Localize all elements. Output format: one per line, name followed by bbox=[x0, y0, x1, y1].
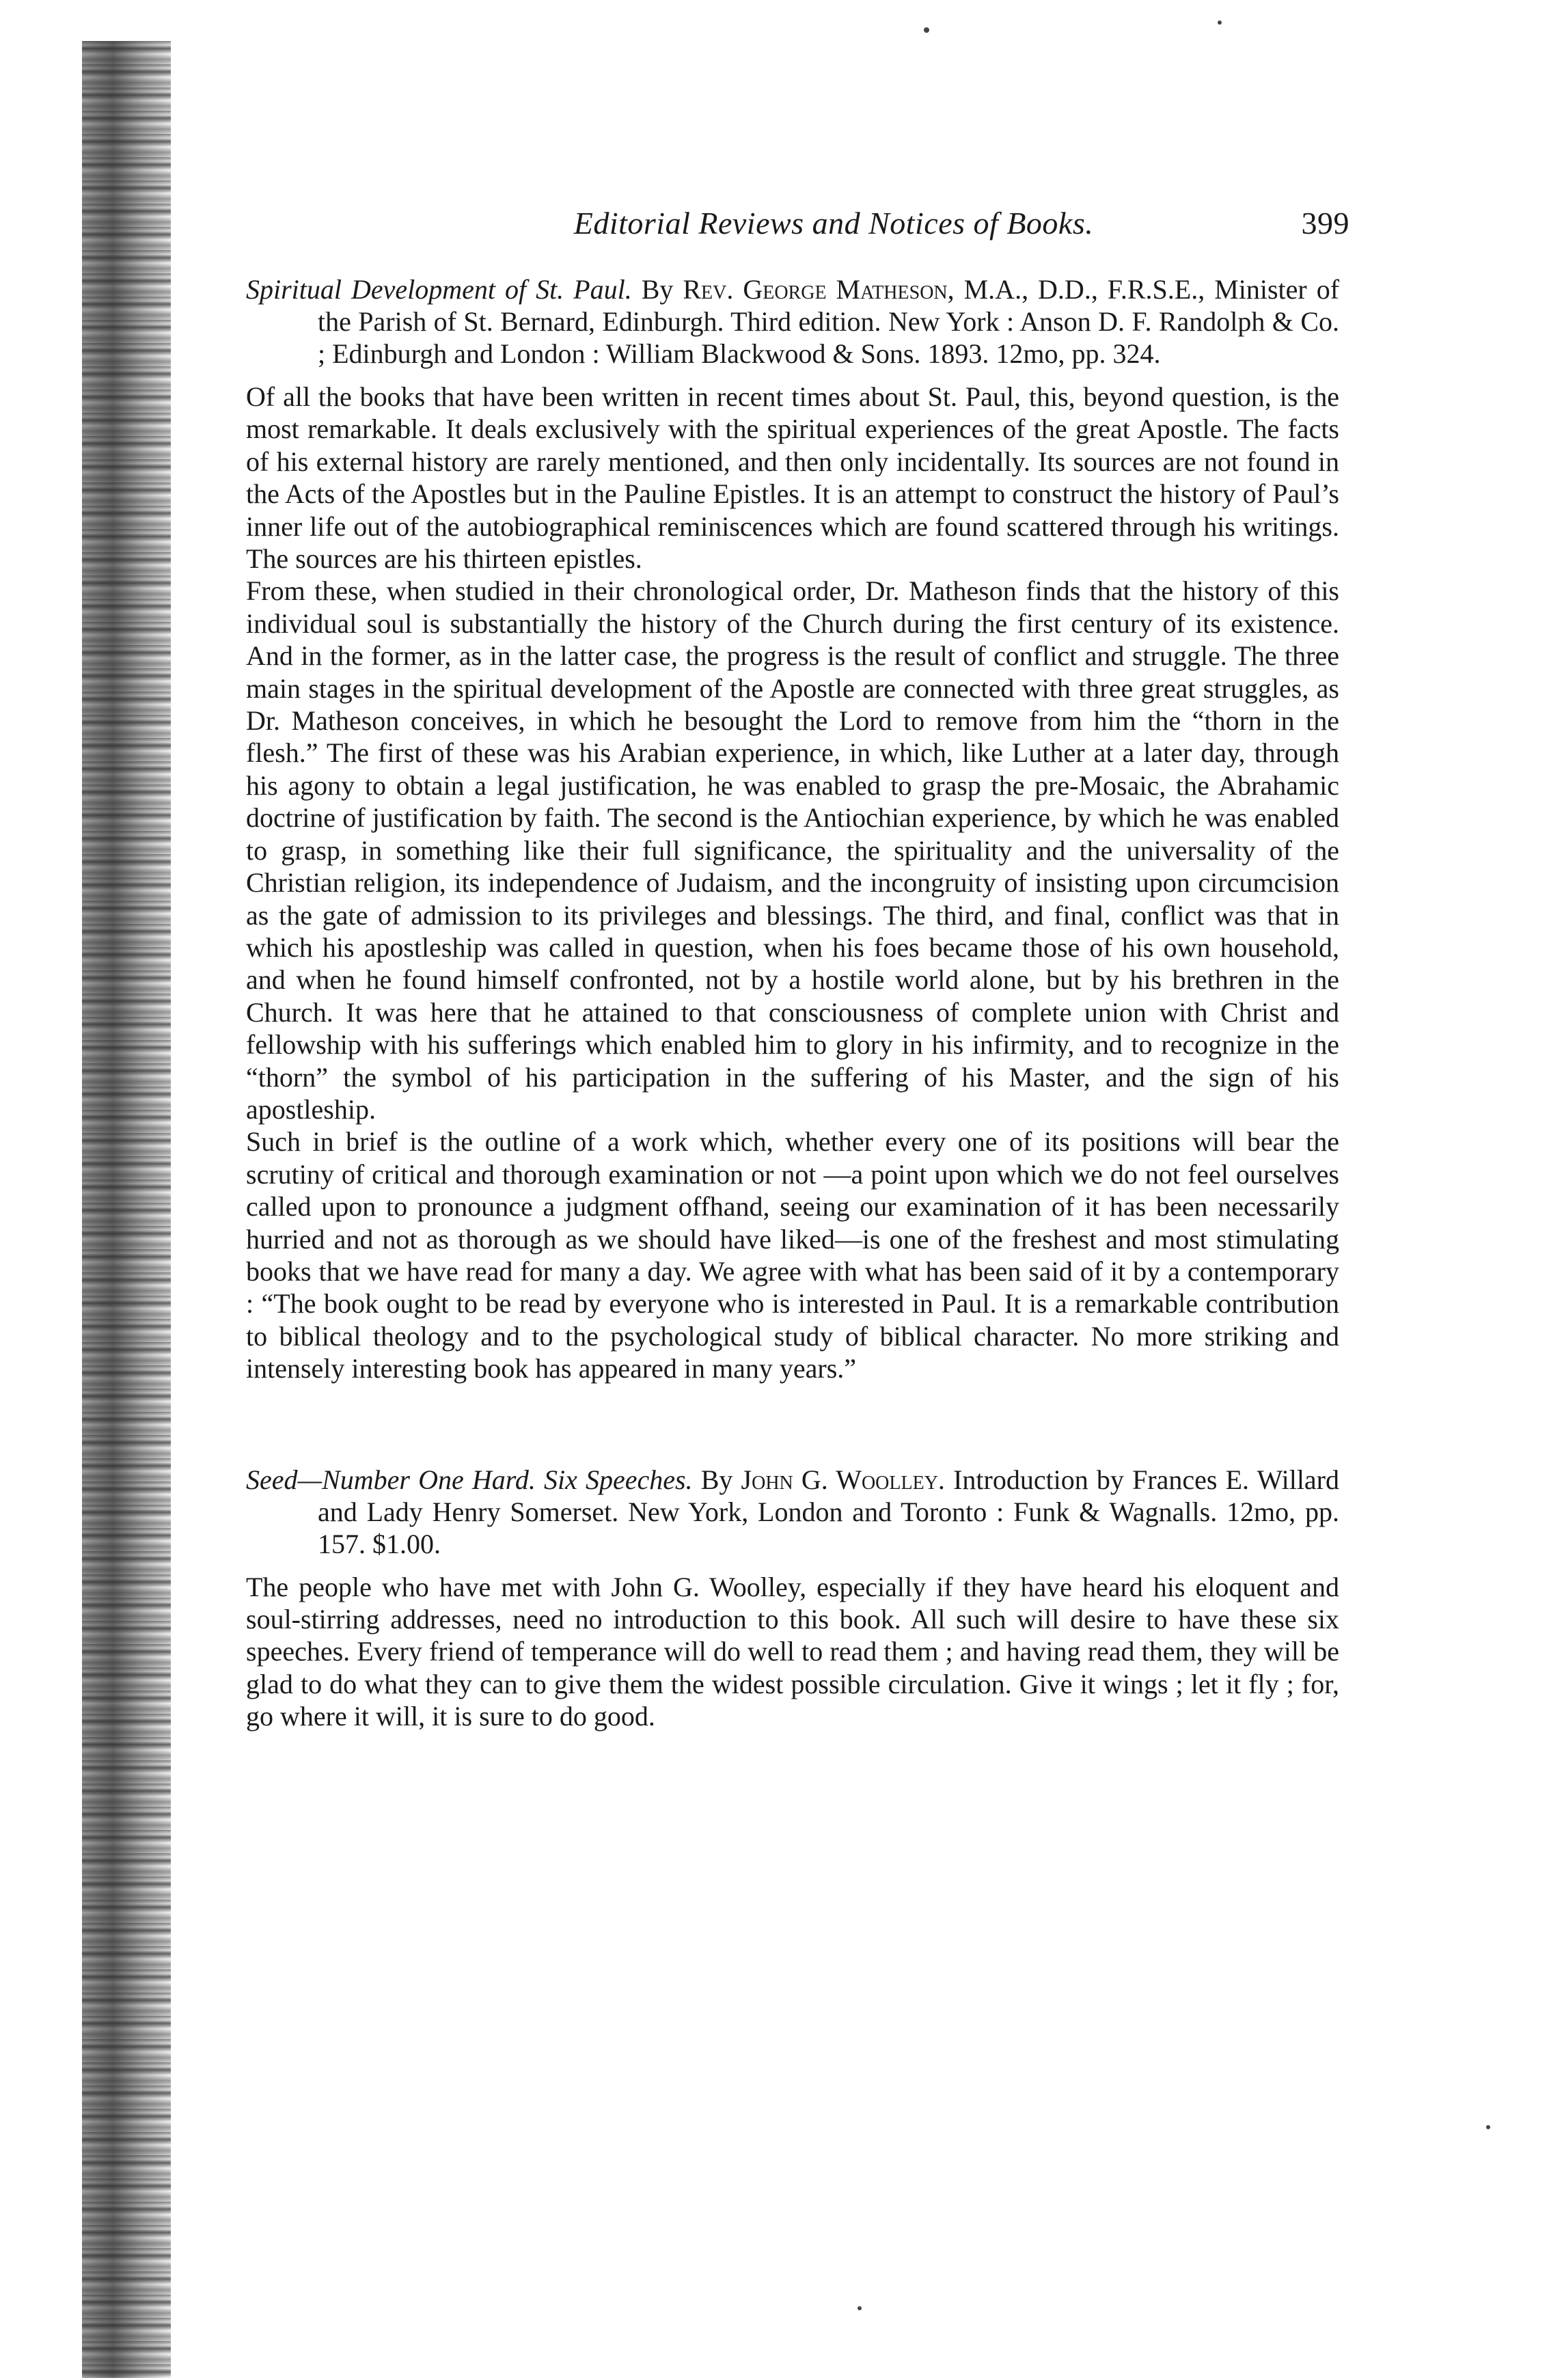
review-spiritual-development bbox=[246, 273, 1339, 1385]
book-author: Rev. George Matheson, M.A., D.D., F.R.S.E., bbox=[683, 274, 1205, 305]
book-title: Seed—Number One Hard. Six Speeches. bbox=[246, 1464, 693, 1495]
review-separator-space bbox=[246, 1385, 1339, 1450]
scan-speck bbox=[1218, 20, 1222, 25]
review-paragraph: Such in brief is the outline of a work which, whether every one of its positions will bear the scrutiny of critical and thorough examination or not —a point upon which we do not feel ourselves called upon to pronounce a judgment offhand, seeing our examination of it has been necessarily hurried and not as thorough as we should have liked—is one of the freshest and most stimulating books that we have read for many a day. We agree with what has been said of it by a contemporary : “The book ought to be read by everyone who is interested in Paul. It is a remarkable contribution to biblical theology and to the psychological study of biblical character. No more striking and intensely interesting book has appeared in many years.” bbox=[246, 1126, 1339, 1384]
scanned-page-edge bbox=[82, 41, 171, 2378]
review-paragraph: From these, when studied in their chronological order, Dr. Matheson finds that the history of this individual soul is substantially the history of the Church during the first century of its existence. And in the former, as in the latter case, the progress is the result of conflict and struggle. The three main stages in the spiritual development of the Apostle are connected with three great struggles, as Dr. Matheson conceives, in which he besought the Lord to remove from him the “thorn in the flesh.” The first of these was his Arabian experience, in which, like Luther at a later day, through his agony to obtain a legal justification, he was enabled to grasp the pre-Mosaic, the Abrahamic doctrine of justification by faith. The second is the Antiochian experience, by which he was enabled to grasp, in something like their full significance, the spirituality and the universality of the Christian religion, its independence of Judaism, and the incongruity of insisting upon circumcision as the gate of admission to its privileges and blessings. The third, and final, conflict was that in which his apostleship was called in question, when his foes became those of his own household, and when he found himself confronted, not by a hostile world alone, but by his brethren in the Church. It was here that he attained to that consciousness of complete union with Christ and fellowship with his sufferings which enabled him to glory in his infirmity, and to recognize in the “thorn” the symbol of his participation in the suffering of his Master, and the sign of his apostleship. bbox=[246, 575, 1339, 1125]
scan-speck bbox=[924, 27, 929, 33]
citation-by: By bbox=[700, 1464, 733, 1495]
running-head-title: Editorial Reviews and Notices of Books. bbox=[573, 206, 1094, 241]
scan-speck bbox=[858, 2306, 862, 2310]
review-seed-number-one-hard bbox=[246, 1464, 1339, 1733]
review-paragraph: The people who have met with John G. Woolley, especially if they have heard his eloquent and soul-stirring addresses, need no introduction to this book. All such will desire to have these six speeches. Every friend of temperance will do well to read them ; and having read them, they will be glad to do what they can to give them the widest possible circulation. Give it wings ; let it fly ; for, go where it will, it is sure to do good. bbox=[246, 1571, 1339, 1732]
citation-by: By bbox=[641, 274, 674, 305]
scan-speck bbox=[1486, 2125, 1490, 2129]
book-citation bbox=[246, 273, 1339, 370]
citation-details: Introduction by Frances E. Willard and Lady Henry Somerset. New York, London and Toronto : Funk & Wagnalls. 12mo, pp. 157. $1.00. bbox=[318, 1464, 1340, 1559]
book-citation bbox=[246, 1464, 1339, 1560]
running-head bbox=[246, 205, 1349, 260]
book-author: John G. Woolley. bbox=[741, 1464, 945, 1495]
page-content bbox=[246, 205, 1349, 1733]
citation-details: Minister of the Parish of St. Bernard, Edinburgh. Third edition. New York : Anson D. F. Randolph & Co. ; Edinburgh and London : William Blackwood & Sons. 1893. 12mo, pp. 324. bbox=[318, 274, 1340, 369]
book-title: Spiritual Development of St. Paul. bbox=[246, 274, 632, 305]
page-number: 399 bbox=[1301, 206, 1349, 241]
review-paragraph: Of all the books that have been written in recent times about St. Paul, this, beyond question, is the most remarkable. It deals exclusively with the spiritual experiences of the great Apostle. The facts of his external history are rarely mentioned, and then only incidentally. Its sources are not found in the Acts of the Apostles but in the Pauline Epistles. It is an attempt to construct the history of Paul’s inner life out of the autobiographical reminiscences which are found scattered through his writings. The sources are his thirteen epistles. bbox=[246, 381, 1339, 575]
